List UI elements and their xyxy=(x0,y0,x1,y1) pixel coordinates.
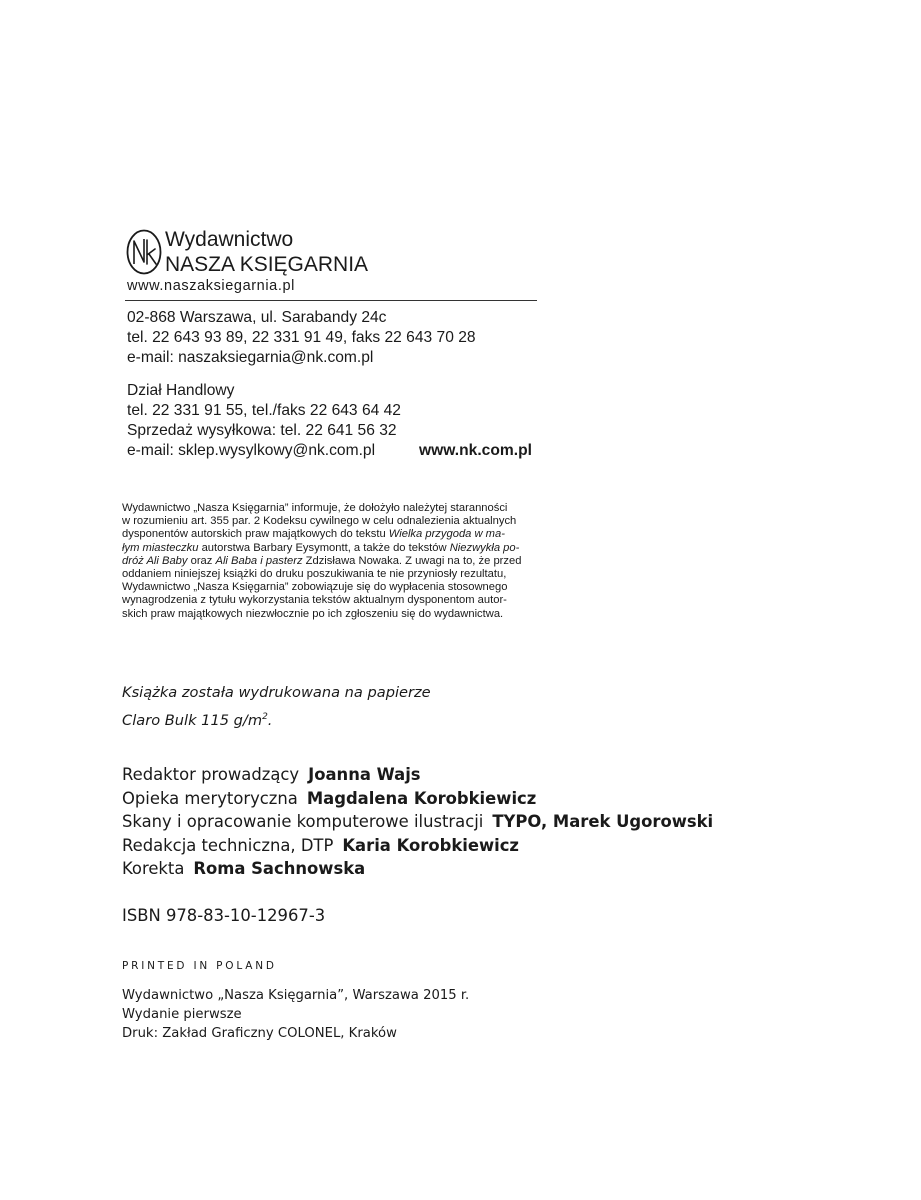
notice-title: Ali Baba i pasterz xyxy=(215,554,303,567)
credit-role: Skany i opracowanie komputerowe ilustracji xyxy=(122,812,484,831)
phone-line: tel. 22 643 93 89, 22 331 91 49, faks 22 643 70 28 xyxy=(127,329,476,346)
credit-role: Redaktor prowadzący xyxy=(122,765,300,784)
credit-person: Magdalena Korobkiewicz xyxy=(306,789,537,808)
notice-line xyxy=(122,555,542,568)
credit-role: Opieka merytoryczna xyxy=(122,789,298,808)
notice-text: oraz xyxy=(187,554,216,567)
legal-notice xyxy=(122,502,542,621)
publisher-name-line1: Wydawnictwo xyxy=(165,228,294,251)
credit-person: Roma Sachnowska xyxy=(193,859,366,878)
credit-person: Karia Korobkiewicz xyxy=(342,836,519,855)
paper-name: Claro Bulk 115 g/m xyxy=(122,711,263,729)
divider-rule xyxy=(125,300,537,301)
notice-title: łym miasteczku xyxy=(122,541,199,554)
notice-line: Wydawnictwo „Nasza Księgarnia” informuje, że dołożyło należytej staranności xyxy=(122,502,508,514)
publisher-logo xyxy=(125,226,545,296)
mail-order-line: Sprzedaż wysyłkowa: tel. 22 641 56 32 xyxy=(127,422,397,439)
notice-title: Niezwykła po- xyxy=(449,541,520,554)
notice-line xyxy=(122,528,542,541)
shop-email-line: e-mail: sklep.wysylkowy@nk.com.pl xyxy=(127,442,376,459)
paper-info-line2 xyxy=(122,706,272,732)
notice-title: dróż Ali Baby xyxy=(122,554,188,567)
publisher-name-line2: NASZA KSIĘGARNIA xyxy=(165,253,369,276)
publisher-url: www.naszaksiegarnia.pl xyxy=(127,278,295,294)
credit-row xyxy=(122,810,713,834)
notice-line: oddaniem niniejszej książki do druku poszukiwania te nie przyniosły rezultatu, xyxy=(122,568,507,581)
credit-row xyxy=(122,857,365,881)
paper-superscript: 2 xyxy=(262,712,268,722)
isbn: ISBN 978-83-10-12967-3 xyxy=(122,906,326,925)
notice-line: w rozumieniu art. 355 par. 2 Kodeksu cywilnego w celu odnalezienia aktualnych xyxy=(122,515,517,528)
notice-line: skich praw majątkowych niezwłocznie po ich zgłoszeniu się do wydawnictwa. xyxy=(122,607,504,620)
imprint-line: Wydawnictwo „Nasza Księgarnia”, Warszawa 2015 r. xyxy=(122,988,470,1003)
notice-line: Wydawnictwo „Nasza Księgarnia” zobowiązuje się do wypłacenia stosownego xyxy=(122,581,508,594)
website-link: www.nk.com.pl xyxy=(419,442,532,459)
sales-phone-line: tel. 22 331 91 55, tel./faks 22 643 64 42 xyxy=(127,402,401,419)
imprint-line: Druk: Zakład Graficzny COLONEL, Kraków xyxy=(122,1026,397,1041)
credit-row xyxy=(122,787,536,811)
credit-role: Redakcja techniczna, DTP xyxy=(122,836,334,855)
notice-text: Zdzisława Nowaka. Z uwagi na to, że przed xyxy=(302,554,522,567)
credit-role: Korekta xyxy=(122,859,185,878)
paper-info-line1: Książka została wydrukowana na papierze xyxy=(122,684,431,701)
nk-logo-icon xyxy=(125,228,163,276)
notice-title: Wielka przygoda w ma- xyxy=(388,528,505,541)
address-line: 02-868 Warszawa, ul. Sarabandy 24c xyxy=(127,309,387,326)
email-line: e-mail: naszaksiegarnia@nk.com.pl xyxy=(127,349,374,366)
notice-text: dysponentów autorskich praw majątkowych do tekstu xyxy=(122,528,389,541)
credit-row xyxy=(122,834,519,858)
paper-period: . xyxy=(267,711,273,729)
credit-person: Joanna Wajs xyxy=(308,765,421,784)
credit-person: TYPO, Marek Ugorowski xyxy=(492,812,714,831)
credit-row xyxy=(122,763,421,787)
imprint-line: Wydanie pierwsze xyxy=(122,1007,242,1022)
notice-line: wynagrodzenia z tytułu wykorzystania tekstów aktualnym dysponentom autor- xyxy=(122,594,507,607)
notice-text: autorstwa Barbary Eysymontt, a także do tekstów xyxy=(198,541,450,554)
printed-in-label: PRINTED IN POLAND xyxy=(122,960,277,972)
sales-dept-heading: Dział Handlowy xyxy=(127,382,235,399)
notice-line xyxy=(122,542,542,555)
